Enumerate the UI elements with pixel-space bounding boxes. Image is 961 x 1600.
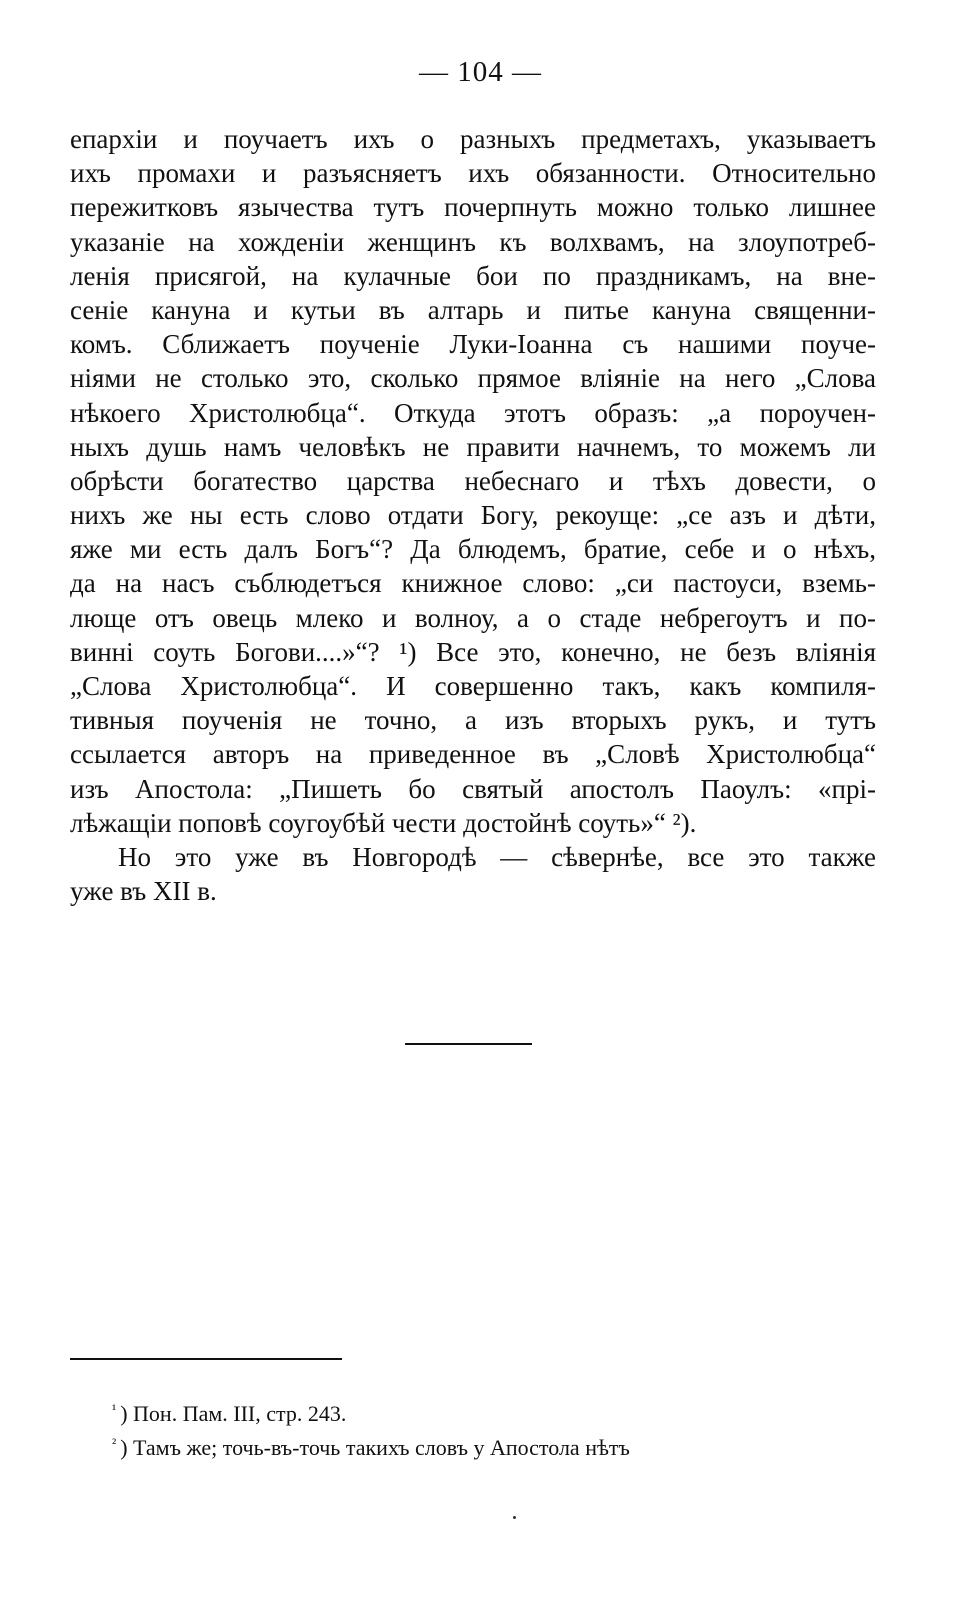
footnote-text: ) Пон. Пам. III, стр. 243. — [120, 1401, 347, 1426]
text-line: нiями не столько это, сколько прямое влiянiе на него „Слова — [70, 363, 876, 394]
footnote-text: ) Тамъ же; точь-въ-точь такихъ словъ у Апостола нѣтъ — [120, 1435, 630, 1460]
text-line: нихъ же ны есть слово отдати Богу, рекоуще: „се азъ и дѣти, — [70, 500, 876, 531]
text-line: епархiи и поучаетъ ихъ о разныхъ предметахъ, указываетъ — [70, 124, 876, 154]
footnote-2 — [112, 1428, 812, 1462]
text-line: ныхъ душь намъ человѣкъ не правити начнемъ, то можемъ ли — [70, 431, 876, 462]
text-line: яже ми есть далъ Богъ“? Да блюдемъ, братие, себе и о нѣхъ, — [70, 534, 876, 565]
text-line: люще отъ овець млеко и волноу, а о стаде небрегоутъ и по- — [70, 602, 876, 633]
text-line: комъ. Сближаетъ поученiе Луки-Iоанна съ нашими поуче- — [70, 329, 876, 360]
footnotes — [112, 1394, 812, 1462]
text-line: обрѣсти богатество царства небеснаго и тѣхъ довести, о — [70, 465, 876, 496]
text-line: ихъ промахи и разъясняетъ ихъ обязанности. Относительно — [70, 158, 876, 189]
text-line: нѣкоего Христолюбца“. Откуда этотъ образъ: „а пороучен- — [70, 397, 876, 428]
text-line: ссылается авторъ на приведенное въ „Словѣ Христолюбца“ — [70, 739, 876, 770]
text-line: пережитковъ язычества тутъ почерпнуть можно только лишнее — [70, 192, 876, 223]
text-line: сенiе кануна и кутьи въ алтарь и питье кануна священни- — [70, 294, 876, 325]
text-line: винні соуть Богови....»“? ¹) Все это, конечно, не безъ влiянiя — [70, 636, 876, 667]
page-number: — 104 — — [419, 56, 542, 88]
text-line: лѣжащiи поповѣ соугоубѣй чести достойнѣ соуть»“ ²). — [70, 807, 697, 838]
text-line: тивныя поученiя не точно, а изъ вторыхъ рукъ, и тутъ — [70, 705, 876, 736]
main-text — [70, 122, 876, 908]
text-line: указанiе на хожденiи женщинъ къ волхвамъ, на злоупотреб- — [70, 226, 876, 257]
text-line: уже въ XII в. — [70, 876, 217, 907]
text-line: да на насъ съблюдетъся книжное слово: „си пастоуси, вземь- — [70, 568, 876, 599]
footnote-mark: ¹ — [112, 1403, 117, 1418]
footnote-mark: ² — [112, 1437, 117, 1452]
text-line: „Слова Христолюбца“. И совершенно такъ, какъ компиля- — [70, 671, 876, 701]
section-divider — [405, 1043, 532, 1045]
text-line: Но это уже въ Новгородѣ — сѣвернѣе, все это также — [118, 841, 876, 872]
text-line: изъ Апостола: „Пишеть бо святый апостолъ Паоулъ: «прi- — [70, 773, 876, 804]
text-line: ленiя присягой, на кулачные бои по праздникамъ, на вне- — [70, 260, 876, 291]
footnote-separator — [70, 1358, 342, 1360]
footnote-1 — [112, 1394, 812, 1428]
ink-speck — [513, 1516, 516, 1519]
